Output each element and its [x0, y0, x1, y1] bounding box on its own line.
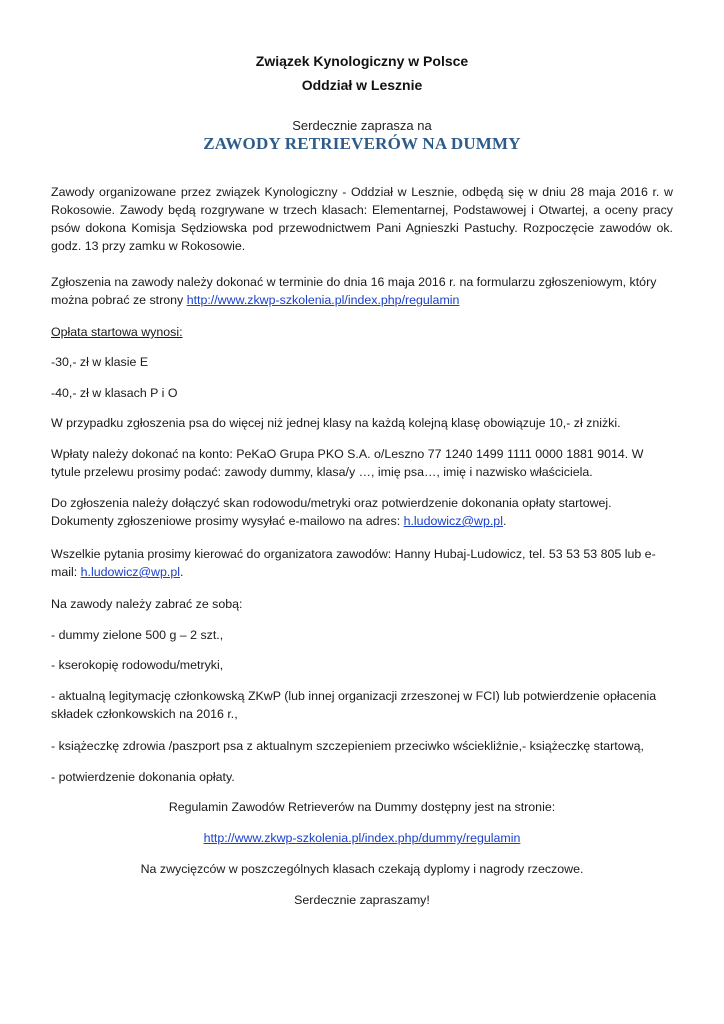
questions-end: .: [179, 565, 184, 579]
rules-link-line: [51, 829, 673, 847]
bring-item: - książeczkę zdrowia /paszport psa z aktualnym szczepieniem przeciwko wściekliźnie,- książeczkę startową,: [51, 739, 644, 753]
event-title: ZAWODY RETRIEVERÓW NA DUMMY: [203, 134, 521, 153]
registration-paragraph: [51, 273, 673, 309]
registration-link[interactable]: http://www.zkwp-szkolenia.pl/index.php/regulamin: [186, 293, 460, 307]
fee-heading: [51, 323, 673, 341]
questions-text: Wszelkie pytania prosimy kierować do organizatora zawodów: Hanny Hubaj-Ludowicz, tel. 53 53 53 805 lub e-mail:: [51, 547, 656, 579]
invite-line: Serdecznie zaprasza na: [292, 118, 432, 133]
attachments-paragraph: [51, 494, 673, 530]
closing-text: Serdecznie zapraszamy!: [294, 893, 430, 907]
org-branch: Oddział w Lesznie: [301, 77, 423, 93]
bring-item: - dummy zielone 500 g – 2 szt.,: [51, 628, 224, 642]
rules-text: Regulamin Zawodów Retrieverów na Dummy dostępny jest na stronie:: [168, 800, 556, 814]
discount-paragraph: W przypadku zgłoszenia psa do więcej niż jednej klasy na każdą kolejną klasę obowiązuje 10,- zł zniżki.: [51, 416, 621, 430]
rules-link[interactable]: http://www.zkwp-szkolenia.pl/index.php/dummy/regulamin: [203, 831, 521, 845]
fee-heading-text: Opłata startowa wynosi:: [51, 325, 183, 339]
org-name: Związek Kynologiczny w Polsce: [255, 53, 469, 69]
bring-heading: Na zawody należy zabrać ze sobą:: [51, 597, 243, 611]
bring-item: - kserokopię rodowodu/metryki,: [51, 658, 224, 672]
bring-item: - potwierdzenie dokonania opłaty.: [51, 770, 235, 784]
prizes-text: Na zwycięzców w poszczególnych klasach czekają dyplomy i nagrody rzeczowe.: [140, 862, 584, 876]
intro-paragraph: Zawody organizowane przez związek Kynologiczny - Oddział w Lesznie, odbędą się w dniu 28 maja 2016 r. w Rokosowie. Zawody będą rozgrywane w trzech klasach: Elementarnej, Podstawowej i Otwartej, a oceny pracy psów dokona Komisja Sędziowska pod przewodnictwem Pani Agnieszki Pastuchy. Rozpoczęcie zawodów ok. godz. 13 przy zamku w Rokosowie.: [51, 185, 673, 253]
questions-email-link[interactable]: h.ludowicz@wp.pl: [80, 565, 180, 579]
fee-class-po: -40,- zł w klasach P i O: [51, 386, 178, 400]
registration-text: Zgłoszenia na zawody należy dokonać w terminie do dnia 16 maja 2016 r. na formularzu zgłoszeniowym, który można pobrać ze strony: [51, 275, 657, 307]
fee-class-e: -30,- zł w klasie E: [51, 355, 149, 369]
bring-item: - aktualną legitymację członkowską ZKwP (lub innej organizacji zrzeszonej w FCI) lub potwierdzenie opłacenia składek członkowskich na 2016 r.,: [51, 689, 657, 721]
payment-paragraph: Wpłaty należy dokonać na konto: PeKaO Grupa PKO S.A. o/Leszno 77 1240 1499 1111 0000 1881 9014. W tytule przelewu prosimy podać: zawody dummy, klasa/y …, imię psa…, imię i nazwisko właściciela.: [51, 447, 644, 479]
attachments-email-link[interactable]: h.ludowicz@wp.pl: [403, 514, 503, 528]
attachments-text: Do zgłoszenia należy dołączyć skan rodowodu/metryki oraz potwierdzenie dokonania opłaty startowej. Dokumenty zgłoszeniowe prosimy wysyłać e-mailowo na adres:: [51, 496, 612, 528]
attachments-end: .: [502, 514, 507, 528]
questions-paragraph: [51, 545, 673, 581]
